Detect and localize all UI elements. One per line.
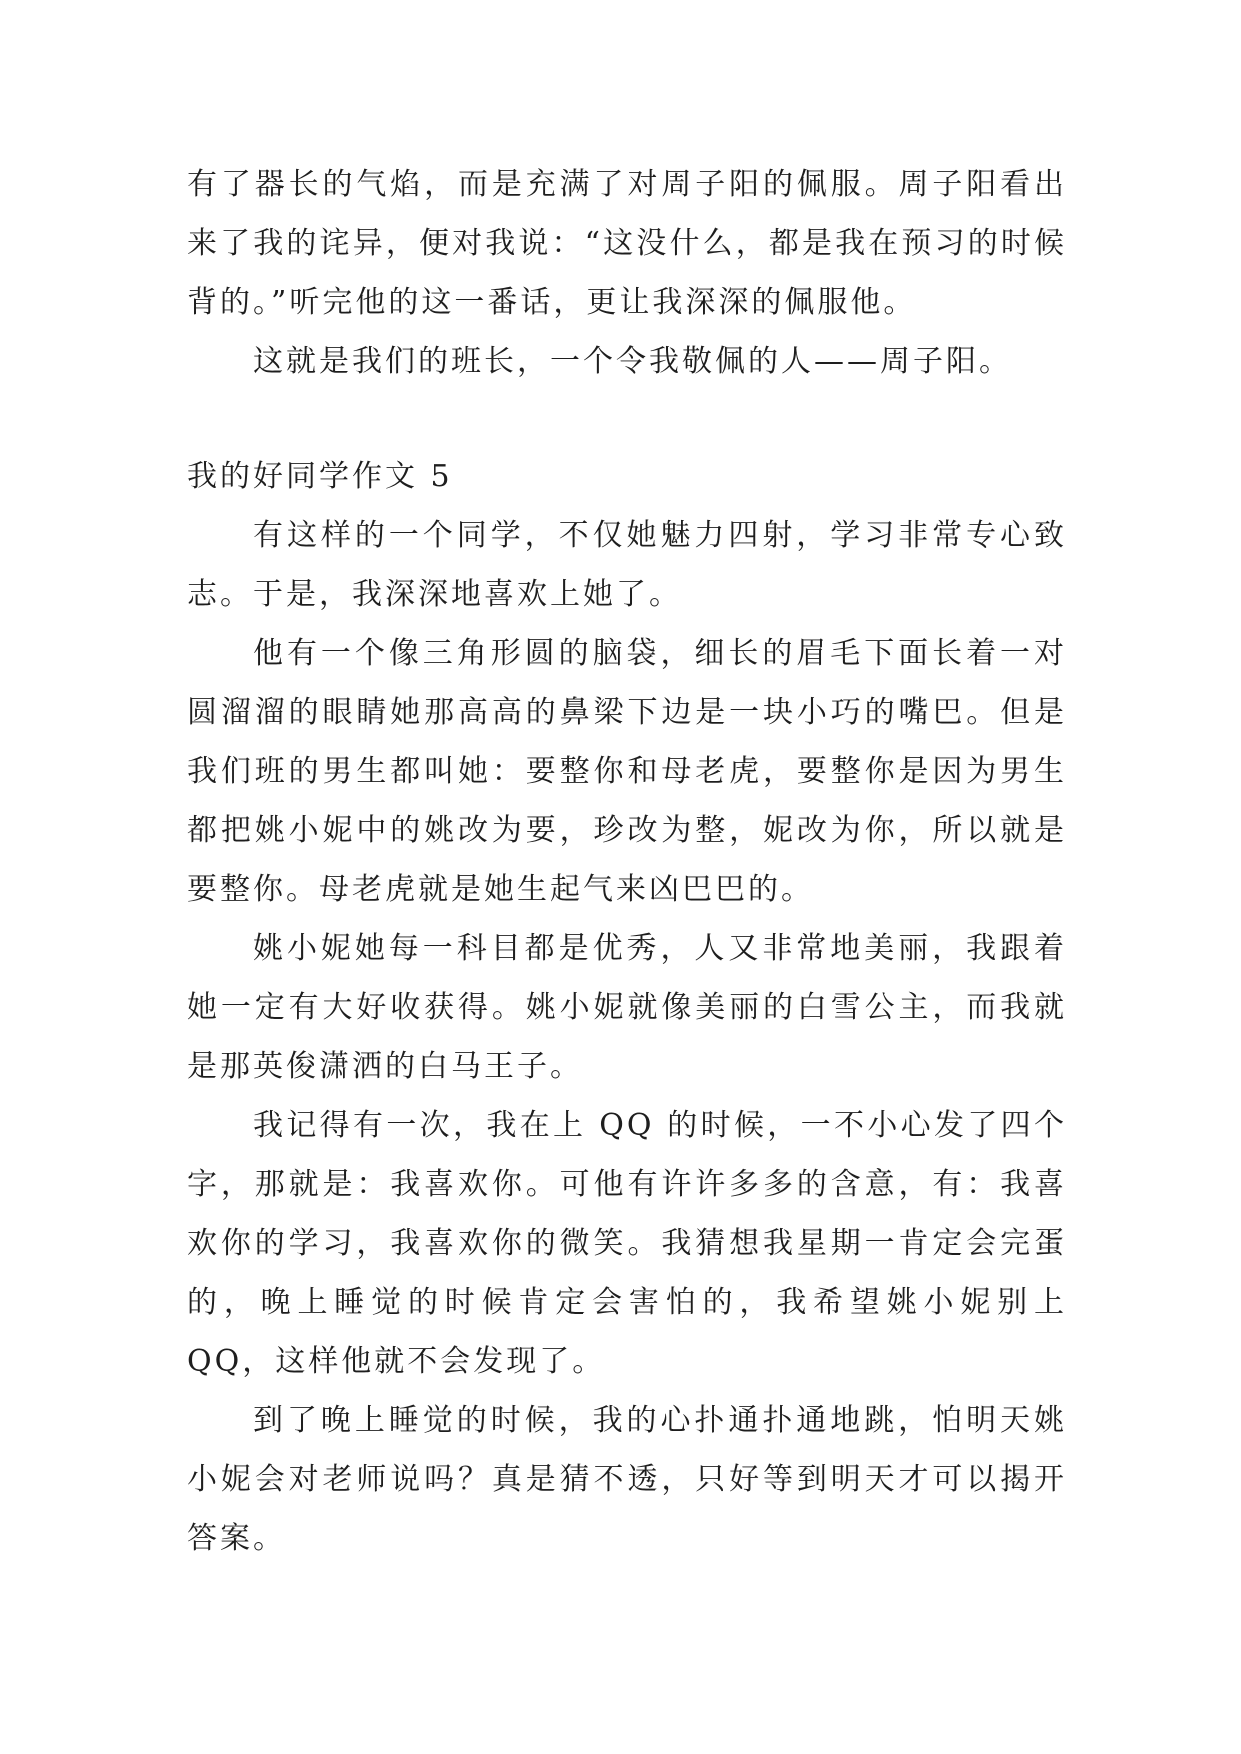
paragraph: 有这样的一个同学，不仅她魅力四射，学习非常专心致志。于是，我深深地喜欢上她了。	[187, 518, 1067, 612]
paragraph: 他有一个像三角形圆的脑袋，细长的眉毛下面长着一对圆溜溜的眼睛她那高高的鼻梁下边是一块小巧的嘴巴。但是我们班的男生都叫她：要整你和母老虎，要整你是因为男生都把姚小妮中的姚改为要，珍改为整，妮改为你，所以就是要整你。母老虎就是她生起气来凶巴巴的。	[187, 636, 1067, 907]
paragraph: 有了器长的气焰，而是充满了对周子阳的佩服。周子阳看出来了我的诧异，便对我说：“这没什么，都是我在预习的时候背的。”听完他的这一番话，更让我深深的佩服他。	[187, 167, 1067, 320]
document-body	[187, 155, 1067, 1568]
paragraph: 这就是我们的班长，一个令我敬佩的人——周子阳。	[253, 344, 1012, 379]
section-heading: 我的好同学作文 5	[187, 459, 453, 494]
paragraph: 我记得有一次，我在上 QQ 的时候，一不小心发了四个字，那就是：我喜欢你。可他有许许多多的含意，有：我喜欢你的学习，我喜欢你的微笑。我猜想我星期一肯定会完蛋的，晚上睡觉的时候肯定会害怕的，我希望姚小妮别上 QQ，这样他就不会发现了。	[187, 1108, 1067, 1379]
paragraph: 姚小妮她每一科目都是优秀，人又非常地美丽，我跟着她一定有大好收获得。姚小妮就像美丽的白雪公主，而我就是那英俊潇洒的白马王子。	[187, 931, 1067, 1084]
paragraph: 到了晚上睡觉的时候，我的心扑通扑通地跳，怕明天姚小妮会对老师说吗？真是猜不透，只好等到明天才可以揭开答案。	[187, 1403, 1067, 1556]
